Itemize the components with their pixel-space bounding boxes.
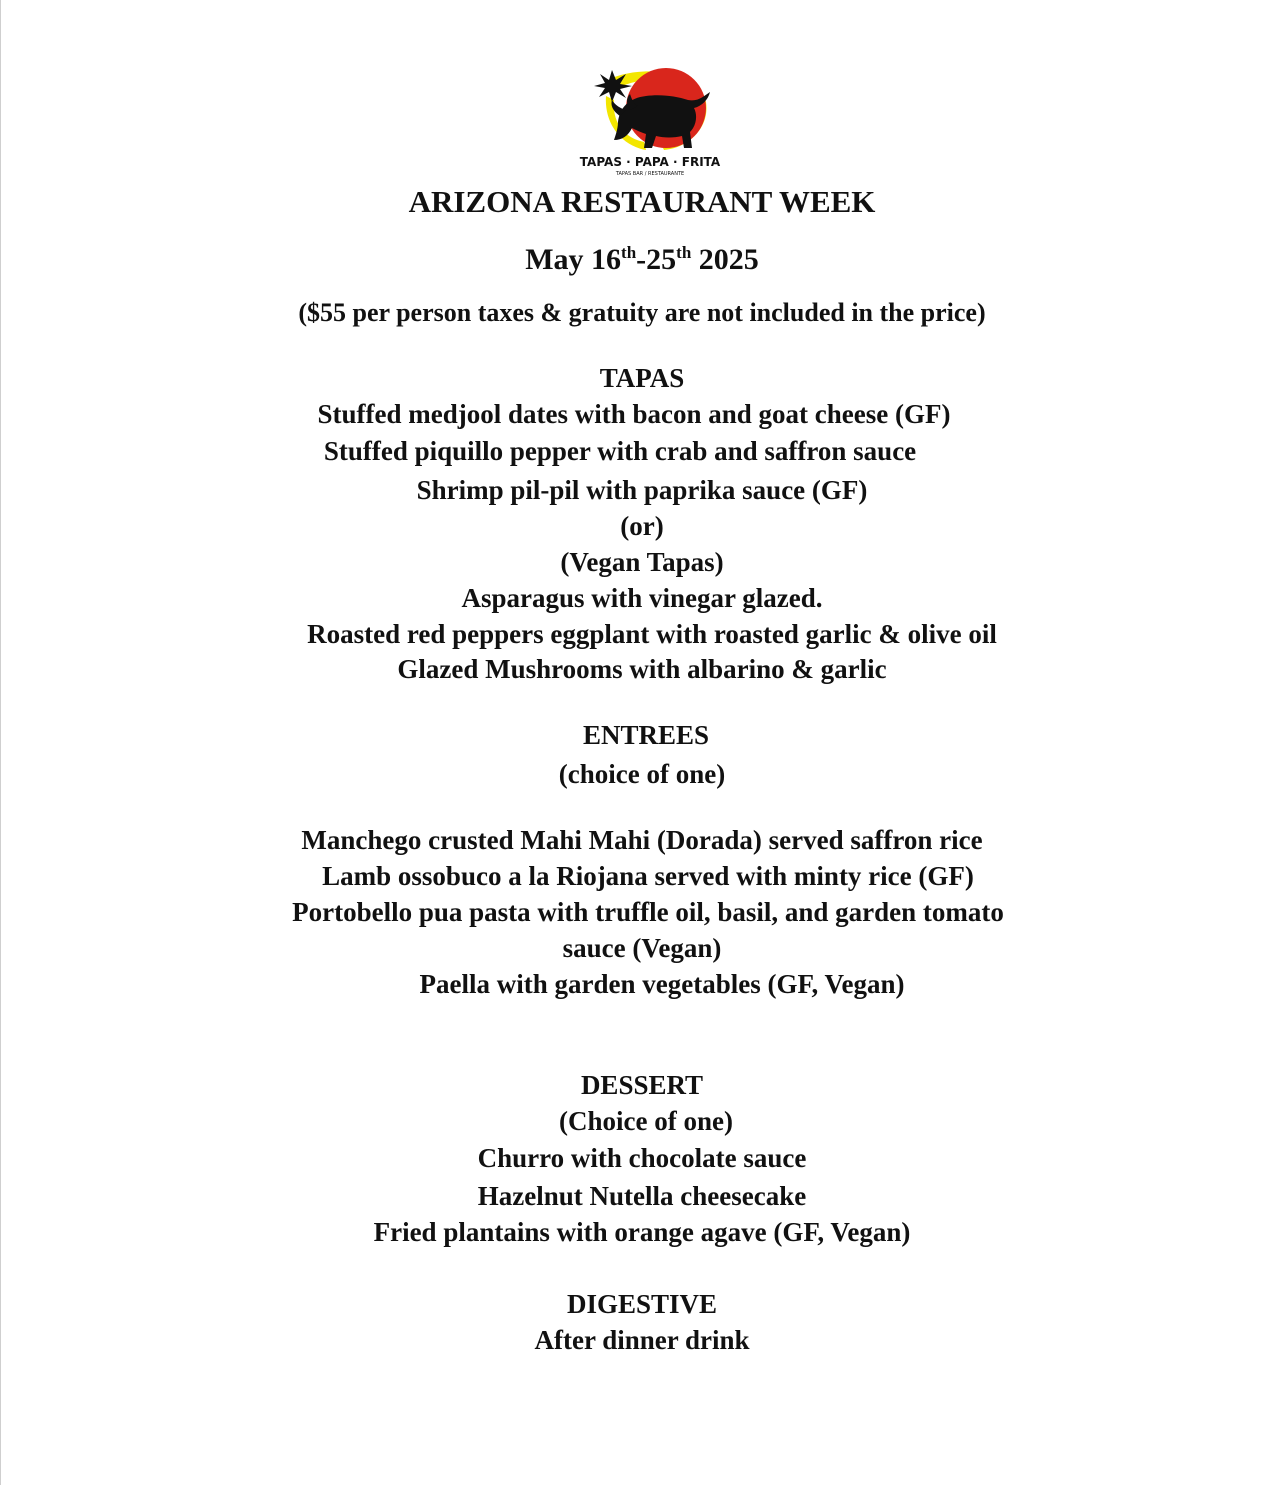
menu-item: Glazed Mushrooms with albarino & garlic [397, 654, 887, 684]
logo-brand-text: TAPAS · PAPA · FRITA [579, 155, 721, 169]
or-separator: (or) [620, 511, 664, 541]
dates-separator: - [636, 243, 647, 276]
dessert-heading: DESSERT [580, 1070, 704, 1100]
dates-month: May [525, 243, 584, 276]
bull-sun-logo-icon [560, 66, 740, 176]
menu-item: Churro with chocolate sauce [477, 1143, 807, 1173]
menu-item: Stuffed medjool dates with bacon and goat cheese (GF) [317, 399, 951, 429]
digestive-heading: DIGESTIVE [566, 1289, 718, 1319]
vegan-tapas-heading: (Vegan Tapas) [560, 547, 724, 577]
menu-item: Fried plantains with orange agave (GF, Vegan) [373, 1217, 911, 1247]
menu-item: Asparagus with vinegar glazed. [461, 583, 823, 613]
menu-item: Paella with garden vegetables (GF, Vegan) [419, 969, 905, 999]
entrees-heading: ENTREES [582, 720, 710, 750]
page-edge [0, 0, 1, 1485]
dates-start-suffix: th [621, 243, 637, 262]
event-dates [0, 244, 1284, 276]
menu-item: Lamb ossobuco a la Riojana served with minty rice (GF) [322, 861, 974, 891]
menu-item: Portobello pua pasta with truffle oil, basil, and garden tomato [292, 897, 1004, 927]
page-title: ARIZONA RESTAURANT WEEK [408, 184, 876, 219]
menu-item: Roasted red peppers eggplant with roasted garlic & olive oil [307, 619, 997, 649]
menu-item: After dinner drink [534, 1325, 750, 1355]
dates-start: 16 [591, 243, 622, 276]
dates-year: 2025 [698, 243, 759, 276]
menu-item: Hazelnut Nutella cheesecake [477, 1181, 807, 1211]
menu-item: Stuffed piquillo pepper with crab and saffron sauce [323, 436, 917, 466]
tapas-heading: TAPAS [599, 363, 685, 393]
restaurant-logo [560, 66, 740, 176]
dates-end-suffix: th [676, 243, 692, 262]
menu-item: Shrimp pil-pil with paprika sauce (GF) [416, 475, 868, 505]
price-note: ($55 per person taxes & gratuity are not included in the price) [298, 298, 986, 327]
dates-end: 25 [646, 243, 677, 276]
menu-item: sauce (Vegan) [562, 933, 722, 963]
menu-item: Manchego crusted Mahi Mahi (Dorada) served saffron rice [301, 825, 983, 855]
entrees-note: (choice of one) [558, 759, 726, 789]
dessert-note: (Choice of one) [559, 1106, 733, 1136]
logo-tagline: TAPAS BAR / RESTAURANTE [615, 171, 685, 176]
